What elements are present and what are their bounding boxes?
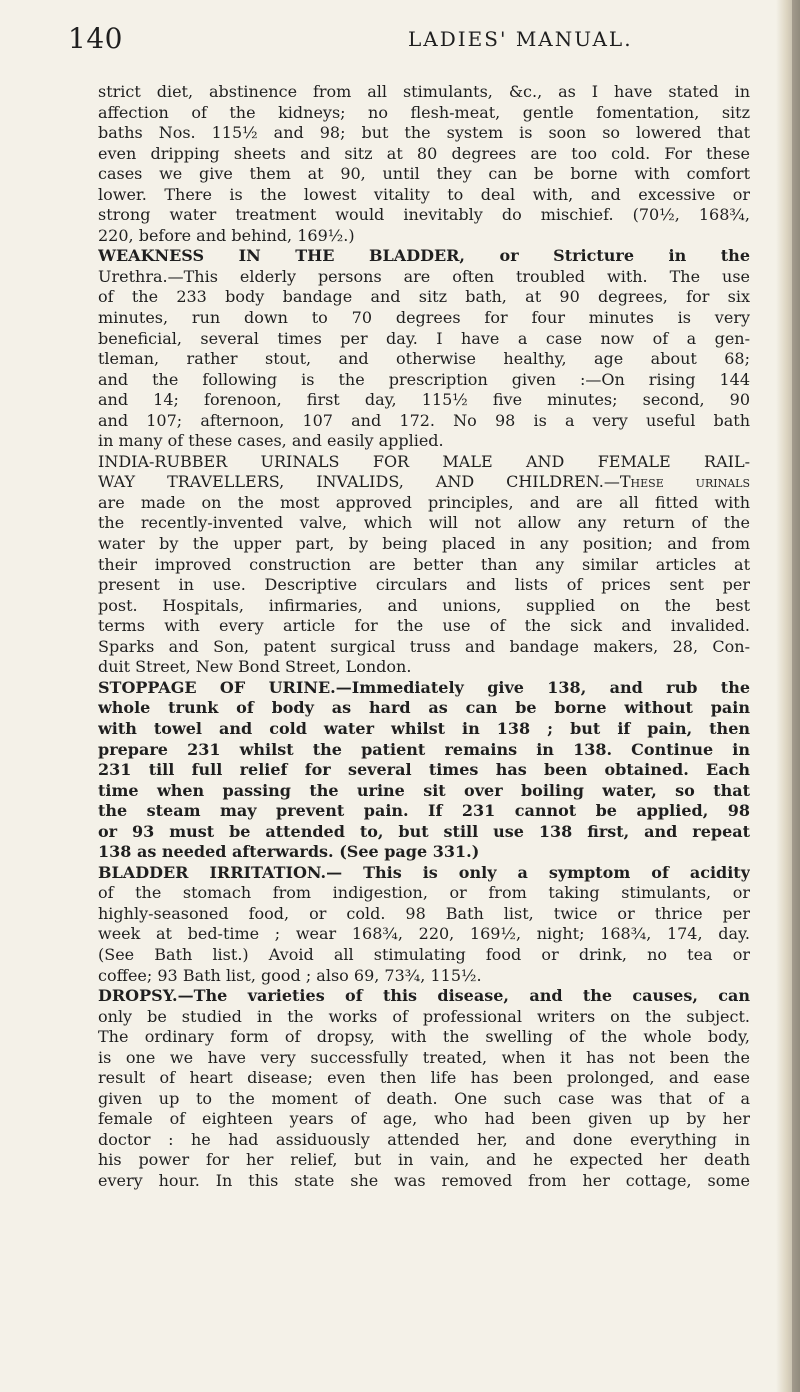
section-heading-line: BLADDER IRRITATION.— This is only a symptom of acidity	[98, 862, 750, 882]
text-line: or 93 must be attended to, but still use 138 first, and repeat	[98, 821, 750, 841]
section-heading-line: INDIA-RUBBER URINALS FOR MALE AND FEMALE RAIL-	[98, 451, 750, 471]
text-line: of the 233 body bandage and sitz bath, at 90 degrees, for six	[98, 287, 750, 307]
text-line: post. Hospitals, infirmaries, and unions, supplied on the best	[98, 595, 750, 615]
section-heading-line: WAY TRAVELLERS, INVALIDS, AND CHILDREN.—These urinals	[98, 472, 750, 492]
text-line: terms with every article for the use of the sick and invalided.	[98, 616, 750, 636]
text-line: doctor : he had assiduously attended her, and done everything in	[98, 1129, 750, 1149]
text-line: affection of the kidneys; no flesh-meat, gentle fomentation, sitz	[98, 102, 750, 122]
paragraph-india-rubber-urinals	[98, 452, 750, 678]
text-line: only be studied in the works of professional writers on the subject.	[98, 1006, 750, 1026]
paragraph-kidney-treatment	[98, 82, 750, 246]
text-line: every hour. In this state she was removed from her cottage, some	[98, 1170, 750, 1190]
text-line: whole trunk of body as hard as can be borne without pain	[98, 698, 750, 718]
text-line: is one we have very successfully treated, when it has not been the	[98, 1047, 750, 1067]
text-line: prepare 231 whilst the patient remains in 138. Continue in	[98, 739, 750, 759]
page-content	[98, 82, 750, 1372]
text-line: female of eighteen years of age, who had been given up by her	[98, 1109, 750, 1129]
text-line: baths Nos. 115½ and 98; but the system is soon so lowered that	[98, 123, 750, 143]
text-line: and 14; forenoon, first day, 115½ five minutes; second, 90	[98, 390, 750, 410]
text-line: result of heart disease; even then life has been prolonged, and ease	[98, 1068, 750, 1088]
text-line: water by the upper part, by being placed in any position; and from	[98, 534, 750, 554]
running-head: LADIES' MANUAL.	[408, 27, 633, 51]
page-number: 140	[68, 22, 123, 55]
text-line: time when passing the urine sit over boiling water, so that	[98, 780, 750, 800]
text-line: of the stomach from indigestion, or from taking stimulants, or	[98, 883, 750, 903]
text-line: week at bed-time ; wear 168¾, 220, 169½, night; 168¾, 174, day.	[98, 924, 750, 944]
text-line: the recently-invented valve, which will not allow any return of the	[98, 513, 750, 533]
text-line: present in use. Descriptive circulars and lists of prices sent per	[98, 575, 750, 595]
text-line: 138 as needed afterwards. (See page 331.)	[98, 842, 480, 862]
text-line: even dripping sheets and sitz at 80 degrees are too cold. For these	[98, 143, 750, 163]
text-line: and 107; afternoon, 107 and 172. No 98 is a very useful bath	[98, 410, 750, 430]
text-line: 220, before and behind, 169½.)	[98, 225, 355, 245]
text-line: coffee; 93 Bath list, good ; also 69, 73¾, 115½.	[98, 965, 482, 985]
text-line: Sparks and Son, patent surgical truss and bandage makers, 28, Con-	[98, 636, 750, 656]
text-line: in many of these cases, and easily applied.	[98, 431, 444, 451]
text-line: are made on the most approved principles, and are all fitted with	[98, 492, 750, 512]
text-line: beneficial, several times per day. I have a case now of a gen-	[98, 328, 750, 348]
text-line: cases we give them at 90, until they can be borne with comfort	[98, 164, 750, 184]
text-line: their improved construction are better than any similar articles at	[98, 554, 750, 574]
text-line: (See Bath list.) Avoid all stimulating food or drink, no tea or	[98, 944, 750, 964]
text-line: duit Street, New Bond Street, London.	[98, 657, 412, 677]
section-heading-line: DROPSY.—The varieties of this disease, and the causes, can	[98, 986, 750, 1006]
text-line: and the following is the prescription given :—On rising 144	[98, 369, 750, 389]
text-line: highly-seasoned food, or cold. 98 Bath list, twice or thrice per	[98, 903, 750, 923]
page-header	[68, 22, 748, 62]
paragraph-dropsy	[98, 986, 750, 1191]
text-line: 231 till full relief for several times has been obtained. Each	[98, 760, 750, 780]
text-line: the steam may prevent pain. If 231 cannot be applied, 98	[98, 801, 750, 821]
text-line: tleman, rather stout, and otherwise healthy, age about 68;	[98, 349, 750, 369]
text-line: strong water treatment would inevitably do mischief. (70½, 168¾,	[98, 205, 750, 225]
text-line: his power for her relief, but in vain, and he expected her death	[98, 1150, 750, 1170]
paragraph-stoppage-urine	[98, 678, 750, 863]
binding-edge	[792, 0, 800, 1392]
paragraph-bladder-irritation	[98, 863, 750, 986]
text-line: with towel and cold water whilst in 138 ; but if pain, then	[98, 718, 750, 738]
text-line: given up to the moment of death. One such case was that of a	[98, 1088, 750, 1108]
text-line: strict diet, abstinence from all stimulants, &c., as I have stated in	[98, 82, 750, 101]
section-heading-line: WEAKNESS IN THE BLADDER, or Stricture in the	[98, 246, 750, 266]
paragraph-weakness-bladder	[98, 246, 750, 451]
section-heading-line: STOPPAGE OF URINE.—Immediately give 138, and rub the	[98, 677, 750, 697]
text-line: Urethra.—This elderly persons are often troubled with. The use	[98, 266, 750, 286]
text-line: The ordinary form of dropsy, with the swelling of the whole body,	[98, 1027, 750, 1047]
text-line: minutes, run down to 70 degrees for four minutes is very	[98, 308, 750, 328]
text-line: lower. There is the lowest vitality to deal with, and excessive or	[98, 184, 750, 204]
